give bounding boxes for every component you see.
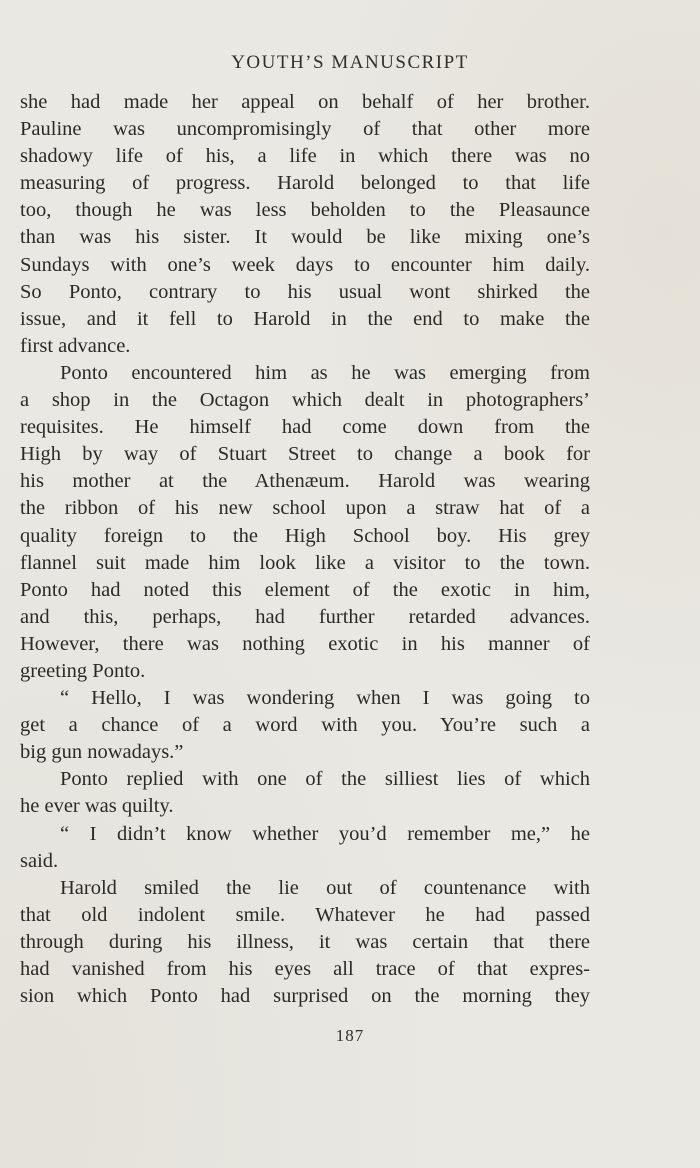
text-line: measuring of progress. Harold belonged to that life [20,172,590,195]
text-line: first advance. [20,334,131,357]
text-line: High by way of Stuart Street to change a book for [20,443,590,466]
text-line: sion which Ponto had surprised on the morning they [20,985,590,1008]
text-line: Harold smiled the lie out of countenance with [60,876,590,899]
text-line: a shop in the Octagon which dealt in photographers’ [20,389,590,412]
text-line: had vanished from his eyes all trace of that expres- [20,958,590,980]
text-line: shadowy life of his, a life in which there was no [20,145,590,168]
text-line: “ Hello, I was wondering when I was going to [60,687,590,710]
page-number: 187 [335,1026,365,1045]
text-line: than was his sister. It would be like mixing one’s [20,226,590,249]
text-line: Ponto had noted this element of the exotic in him, [20,578,590,601]
text-line: big gun nowadays.” [20,741,184,764]
text-line: his mother at the Athenæum. Harold was wearing [20,470,590,493]
text-line: through during his illness, it was certain that there [20,930,590,953]
text-line: Ponto encountered him as he was emerging from [60,361,590,384]
text-line: that old indolent smile. Whatever he had passed [20,903,590,926]
text-line: Pauline was uncompromisingly of that other more [20,118,590,141]
text-line: However, there was nothing exotic in his manner of [20,632,590,655]
text-line: So Ponto, contrary to his usual wont shirked the [20,280,590,303]
text-line: “ I didn’t know whether you’d remember me,” he [60,822,590,845]
running-head: YOUTH’S MANUSCRIPT [231,52,469,73]
text-line: get a chance of a word with you. You’re such a [20,714,590,737]
text-line: greeting Ponto. [20,659,146,682]
text-line: requisites. He himself had come down from the [20,416,590,439]
text-line: the ribbon of his new school upon a straw hat of a [20,497,590,520]
text-line: she had made her appeal on behalf of her brother. [20,91,590,113]
text-line: Sundays with one’s week days to encounter him daily. [20,253,590,276]
text-line: quality foreign to the High School boy. His grey [20,524,590,547]
text-line: issue, and it fell to Harold in the end to make the [20,307,590,330]
text-line: Ponto replied with one of the silliest lies of which [60,768,590,791]
body-text [20,89,590,1010]
text-line: and this, perhaps, had further retarded advances. [20,605,590,628]
text-line: said. [20,849,59,872]
text-line: too, though he was less beholden to the Pleasaunce [20,199,590,222]
text-line: he ever was quilty. [20,795,174,818]
text-line: flannel suit made him look like a visitor to the town. [20,551,590,574]
